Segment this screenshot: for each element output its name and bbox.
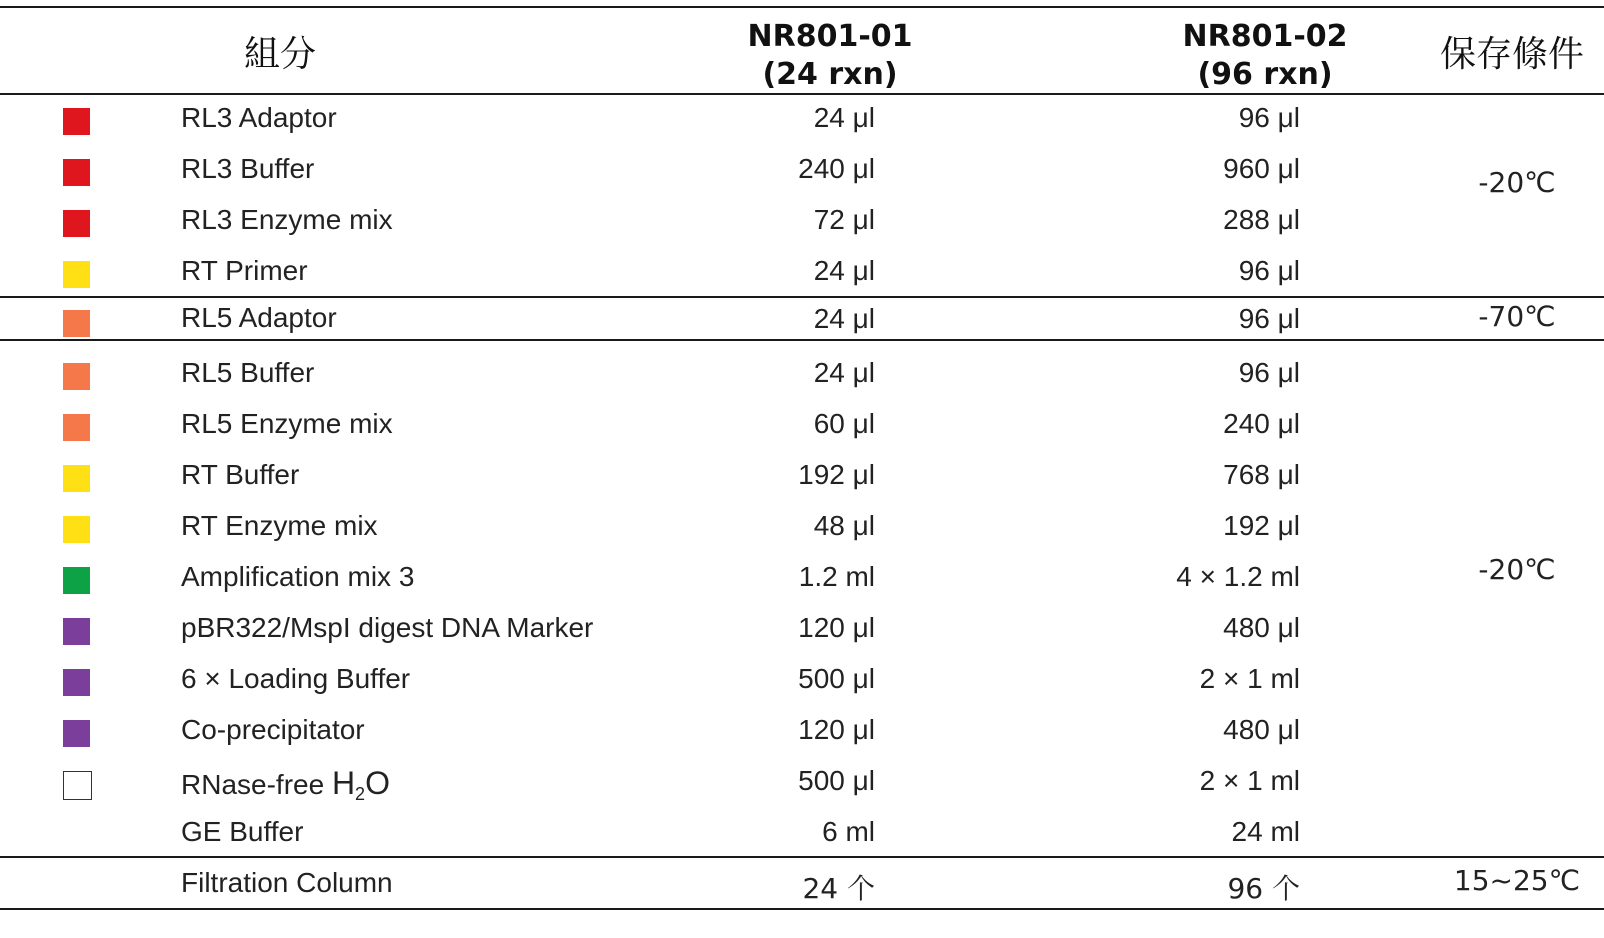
component-name: RT Buffer [181,459,300,490]
volume-nr801-01: 120 μl [798,612,875,643]
color-swatch-yellow [63,516,90,543]
volume-nr801-01: 1.2 ml [798,561,875,592]
table-row-filtration-column [0,861,1604,913]
volume-nr801-02: 288 μl [1223,204,1300,235]
volume-nr801-02: 2 × 1 ml [1199,765,1300,796]
component-name: RL5 Buffer [181,357,315,388]
table-row-rl5-buffer [0,351,1604,403]
name-prefix: RNase-free [181,769,332,800]
table-row-rt-primer [0,249,1604,301]
color-swatch-purple [63,720,90,747]
volume-nr801-02: 4 × 1.2 ml [1176,561,1300,592]
color-swatch-yellow [63,261,90,288]
volume-nr801-01: 120 μl [798,714,875,745]
header-nr801-01-code: NR801-01 [747,19,913,54]
component-name [181,765,390,805]
color-swatch-red [63,108,90,135]
volume-nr801-02: 192 μl [1223,510,1300,541]
volume-nr801-01: 500 μl [798,663,875,694]
volume-nr801-02: 96 μl [1238,255,1300,286]
color-swatch-orange [63,414,90,441]
component-name: RL5 Enzyme mix [181,408,393,439]
color-swatch-yellow [63,465,90,492]
component-name: RL5 Adaptor [181,302,337,333]
volume-nr801-02: 96 μl [1238,102,1300,133]
volume-nr801-01: 60 μl [813,408,875,439]
volume-nr801-01: 72 μl [813,204,875,235]
color-swatch-red [63,159,90,186]
component-name: RL3 Adaptor [181,102,337,133]
component-name: RT Primer [181,255,308,286]
volume-nr801-02: 960 μl [1223,153,1300,184]
volume-nr801-01: 192 μl [798,459,875,490]
table-row-rl5-adaptor [0,299,1604,351]
volume-nr801-01: 48 μl [813,510,875,541]
component-name: Filtration Column [181,867,393,898]
header-storage: 保存條件 [1439,34,1584,75]
volume-nr801-02: 480 μl [1223,714,1300,745]
component-name: Co-precipitator [181,714,365,745]
volume-nr801-02: 480 μl [1223,612,1300,643]
table-row-co-precipitator [0,708,1604,760]
table-row-rnase-free-water [0,759,1604,811]
name-o: O [365,765,390,801]
volume-nr801-02: 96 个 [1227,872,1300,905]
table-row-ge-buffer [0,810,1604,862]
storage-group1: -20℃ [1478,166,1556,199]
component-name: RT Enzyme mix [181,510,378,541]
table-row-rl5-enzyme-mix [0,402,1604,454]
volume-nr801-02: 96 μl [1238,357,1300,388]
name-subscript: 2 [355,784,366,804]
name-h: H [331,765,356,801]
volume-nr801-01: 500 μl [798,765,875,796]
table-top-rule [0,6,1604,8]
header-nr801-01-rxn: (24 rxn) [762,57,898,92]
table-row-rt-enzyme-mix [0,504,1604,556]
table-row-rl3-adaptor [0,96,1604,148]
color-swatch-orange [63,363,90,390]
volume-nr801-02: 240 μl [1223,408,1300,439]
color-swatch-orange [63,310,90,337]
color-swatch-green [63,567,90,594]
header-nr801-02 [1135,18,1395,94]
header-nr801-02-code: NR801-02 [1182,19,1348,54]
component-name: RL3 Buffer [181,153,315,184]
volume-nr801-01: 24 μl [813,357,875,388]
component-name: GE Buffer [181,816,304,847]
color-swatch-purple [63,669,90,696]
table-row-rl3-enzyme-mix [0,198,1604,250]
component-name: pBR322/MspI digest DNA Marker [181,612,594,643]
volume-nr801-01: 24 μl [813,102,875,133]
volume-nr801-02: 24 ml [1231,816,1300,847]
volume-nr801-01: 24 μl [813,303,875,334]
storage-group2: -70℃ [1478,300,1556,333]
volume-nr801-01: 240 μl [798,153,875,184]
header-nr801-02-rxn: (96 rxn) [1197,57,1333,92]
volume-nr801-01: 24 个 [802,872,875,905]
color-swatch-red [63,210,90,237]
volume-nr801-02: 2 × 1 ml [1199,663,1300,694]
volume-nr801-02: 96 μl [1238,303,1300,334]
volume-nr801-01: 6 ml [822,816,875,847]
storage-group3: -20℃ [1478,553,1556,586]
table-row-amplification-mix-3 [0,555,1604,607]
table-row-loading-buffer [0,657,1604,709]
volume-nr801-02: 768 μl [1223,459,1300,490]
color-swatch-empty [63,771,92,800]
table-row-rl3-buffer [0,147,1604,199]
header-nr801-01 [700,18,960,94]
table-row-dna-marker [0,606,1604,658]
component-name: 6 × Loading Buffer [181,663,411,694]
color-swatch-purple [63,618,90,645]
table-row-rt-buffer [0,453,1604,505]
header-component: 組分 [243,34,316,75]
component-name: RL3 Enzyme mix [181,204,393,235]
volume-nr801-01: 24 μl [813,255,875,286]
storage-group4: 15~25℃ [1453,864,1581,897]
component-name: Amplification mix 3 [181,561,415,592]
